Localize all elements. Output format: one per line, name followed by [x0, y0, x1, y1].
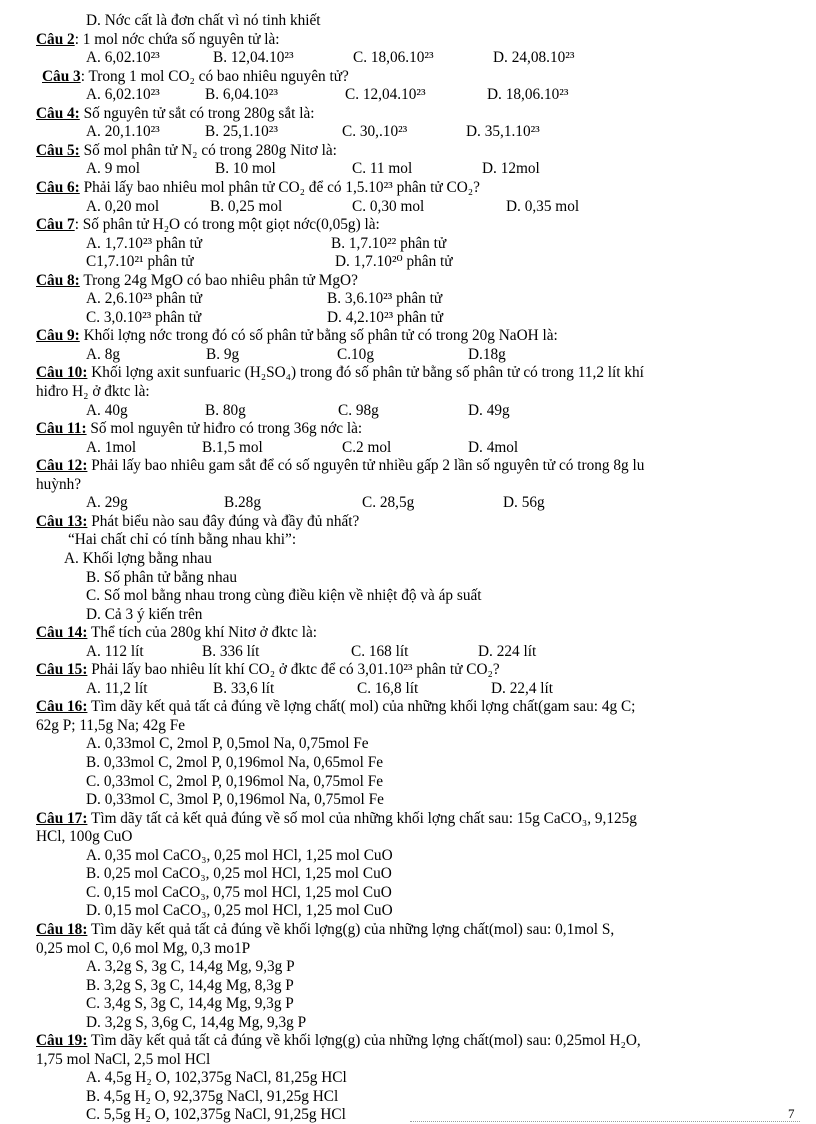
- answer-option: B. 80g: [205, 401, 246, 419]
- answer-option: D. 224 lít: [478, 642, 537, 660]
- answer-option: C. 12,04.10²³: [345, 86, 426, 104]
- answer-option: A. 6,02.10²³: [86, 86, 160, 104]
- question-number: Câu 8:: [36, 271, 80, 289]
- answer-option: A. 8g: [86, 345, 120, 363]
- answer-option: A. 112 lít: [86, 642, 144, 660]
- question-number: Câu 4:: [36, 104, 80, 122]
- question-line: [36, 178, 480, 197]
- answer-option: B. 336 lít: [202, 642, 260, 660]
- line-text: D. 0,15 mol CaCO₃, 0,25 mol HCl, 1,25 mol CuO: [86, 902, 393, 920]
- answer-option: D. 18,06.10²³: [487, 86, 569, 104]
- text-line: [68, 530, 296, 549]
- answer-option: C. 3,0.10²³ phân tử: [86, 308, 202, 326]
- line-text: A. 0,33mol C, 2mol P, 0,5mol Na, 0,75mol Fe: [86, 735, 369, 753]
- answer-options-row: [0, 252, 816, 271]
- text-line: [36, 939, 250, 958]
- question-line: [36, 1031, 641, 1050]
- answer-option: C. 18,06.10²³: [353, 49, 434, 67]
- answer-option: B. 33,6 lít: [213, 679, 275, 697]
- text-line: [36, 827, 132, 846]
- answer-option: D. 22,4 lít: [491, 679, 554, 697]
- question-line: [36, 363, 644, 382]
- question-line: [36, 660, 500, 679]
- text-line: [86, 586, 482, 605]
- answer-option: C. 0,30 mol: [352, 197, 425, 215]
- answer-option: A. 20,1.10²³: [86, 123, 160, 141]
- answer-option: D. 1,7.10²⁰ phân tử: [335, 253, 453, 271]
- question-line: [36, 697, 635, 716]
- answer-option: C. 30,.10²³: [342, 123, 408, 141]
- answer-option: B. 0,25 mol: [210, 197, 283, 215]
- answer-options-row: [0, 308, 816, 327]
- question-text: Tìm dãy kết quả tất cả đúng về khối lợng(g) của những lợng chất(mol) sau: 0,1mol S,: [87, 920, 615, 938]
- text-line: [86, 1105, 346, 1124]
- text-line: [36, 382, 150, 401]
- question-text: Số mol phân tử N₂ có trong 280g Nitơ là:: [79, 141, 337, 159]
- line-text: C. 0,15 mol CaCO₃, 0,75 mol HCl, 1,25 mol CuO: [86, 883, 392, 901]
- footer-dotted-rule: [410, 1121, 800, 1122]
- answer-option: A. 11,2 lít: [86, 679, 148, 697]
- question-line: [36, 809, 637, 828]
- answer-option: B.1,5 mol: [202, 438, 263, 456]
- answer-option: C1,7.10²¹ phân tử: [86, 253, 194, 271]
- question-line: [36, 30, 280, 49]
- answer-option: C. 98g: [338, 401, 379, 419]
- answer-option: D. 4mol: [468, 438, 519, 456]
- question-text: Trong 24g MgO có bao nhiêu phân tử MgO?: [79, 271, 358, 289]
- line-text: A. Khối lợng bằng nhau: [64, 549, 212, 567]
- line-text: B. 3,2g S, 3g C, 14,4g Mg, 8,3g P: [86, 976, 294, 994]
- answer-option: D. 0,35 mol: [506, 197, 580, 215]
- question-line: [36, 512, 359, 531]
- answer-option: A. 2,6.10²³ phân tử: [86, 290, 203, 308]
- text-line: [36, 475, 81, 494]
- page-number: 7: [788, 1106, 795, 1121]
- line-text: C. 3,4g S, 3g C, 14,4g Mg, 9,3g P: [86, 995, 294, 1013]
- line-text: HCl, 100g CuO: [36, 828, 133, 846]
- answer-options-row: [0, 197, 816, 216]
- question-text: Số mol nguyên tử hiđro có trong 36g nớc là:: [86, 420, 363, 438]
- question-text: : 1 mol nớc chứa số nguyên tử là:: [74, 30, 280, 48]
- question-line: [36, 271, 358, 290]
- text-line: [86, 734, 369, 753]
- text-line: [36, 1050, 210, 1069]
- question-number: Câu 12:: [36, 457, 88, 475]
- text-line: [86, 976, 294, 995]
- answer-option: C.10g: [337, 345, 374, 363]
- answer-options-row: [0, 345, 816, 364]
- question-number: Câu 15:: [36, 661, 88, 679]
- text-line: [86, 772, 383, 791]
- question-line: [36, 141, 337, 160]
- text-line: [86, 1013, 306, 1032]
- answer-option: A. 1mol: [86, 438, 137, 456]
- question-number: Câu 16:: [36, 698, 88, 716]
- question-number: Câu 17:: [36, 809, 88, 827]
- answer-options-row: [0, 401, 816, 420]
- line-text: B. Số phân tử bằng nhau: [86, 568, 238, 586]
- question-line: [36, 623, 317, 642]
- question-line: [36, 104, 315, 123]
- text-line: [86, 790, 384, 809]
- question-text: Phải lấy bao nhiêu mol phân tử CO₂ để có 1,5.10²³ phân tử CO₂?: [79, 178, 480, 196]
- question-line: [36, 920, 614, 939]
- answer-option: A. 29g: [86, 494, 128, 512]
- answer-option: A. 0,20 mol: [86, 197, 160, 215]
- line-text: B. 4,5g H₂ O, 92,375g NaCl, 91,25g HCl: [86, 1087, 339, 1105]
- answer-option: B. 10 mol: [215, 160, 276, 178]
- line-text: C. 0,33mol C, 2mol P, 0,196mol Na, 0,75mol Fe: [86, 772, 384, 790]
- answer-option: C. 28,5g: [362, 494, 415, 512]
- answer-options-row: [0, 289, 816, 308]
- question-number: Câu 7: [36, 216, 75, 234]
- question-text: Phải lấy bao nhiêu lít khí CO₂ ở đktc để có 3,01.10²³ phân tử CO₂?: [87, 661, 500, 679]
- question-text: : Trong 1 mol CO₂ có bao nhiêu nguyên tử?: [80, 67, 349, 85]
- text-line: [36, 716, 185, 735]
- answer-option: D. 35,1.10²³: [466, 123, 540, 141]
- question-number: Câu 11:: [36, 420, 87, 438]
- answer-option: A. 40g: [86, 401, 128, 419]
- line-text: 62g P; 11,5g Na; 42g Fe: [36, 716, 186, 734]
- question-line: [36, 215, 380, 234]
- answer-options-row: [0, 642, 816, 661]
- text-line: [86, 901, 393, 920]
- line-text: C. 5,5g H₂ O, 102,375g NaCl, 91,25g HCl: [86, 1106, 346, 1124]
- question-text: : Số phân tử H₂O có trong một giọt nớc(0,05g) là:: [74, 216, 380, 234]
- question-number: Câu 13:: [36, 512, 88, 530]
- answer-option: D. 56g: [503, 494, 545, 512]
- answer-option: C. 168 lít: [351, 642, 409, 660]
- question-number: Câu 6:: [36, 178, 80, 196]
- answer-option: B. 6,04.10²³: [205, 86, 278, 104]
- text-line: [86, 1087, 338, 1106]
- line-text: 1,75 mol NaCl, 2,5 mol HCl: [36, 1050, 211, 1068]
- answer-option: B. 9g: [206, 345, 240, 363]
- line-text: A. 4,5g H₂ O, 102,375g NaCl, 81,25g HCl: [86, 1069, 347, 1087]
- answer-option: D. 24,08.10²³: [493, 49, 575, 67]
- text-line: [86, 568, 237, 587]
- line-text: D. Cả 3 ý kiến trên: [86, 605, 203, 623]
- answer-options-row: [0, 122, 816, 141]
- answer-option: C.2 mol: [342, 438, 392, 456]
- answer-option: B. 25,1.10²³: [205, 123, 278, 141]
- line-text: B. 0,33mol C, 2mol P, 0,196mol Na, 0,65mol Fe: [86, 754, 384, 771]
- text-line: [86, 11, 321, 30]
- text-line: [64, 549, 212, 568]
- answer-option: B. 1,7.10²² phân tử: [331, 234, 447, 252]
- question-text: Thể tích của 280g khí Nitơ ở đktc là:: [87, 624, 318, 642]
- text-line: [86, 605, 202, 624]
- answer-options-row: [0, 48, 816, 67]
- answer-option: A. 6,02.10²³: [86, 49, 160, 67]
- question-number: Câu 19:: [36, 1032, 88, 1050]
- answer-option: A. 1,7.10²³ phân tử: [86, 234, 203, 252]
- question-line: [42, 67, 349, 86]
- question-line: [36, 456, 644, 475]
- line-text: C. Số mol bằng nhau trong cùng điều kiện về nhiệt độ và áp suất: [86, 587, 482, 605]
- text-line: [86, 1068, 347, 1087]
- line-text: A. 3,2g S, 3g C, 14,4g Mg, 9,3g P: [86, 958, 295, 976]
- answer-option: B. 3,6.10²³ phân tử: [327, 290, 443, 308]
- answer-options-row: [0, 438, 816, 457]
- question-number: Câu 14:: [36, 624, 88, 642]
- answer-option: C. 16,8 lít: [357, 679, 419, 697]
- question-text: Khối lợng nớc trong đó có số phân tử bằng số phân tử có trong 20g NaOH là:: [79, 327, 558, 345]
- answer-option: D.18g: [468, 345, 506, 363]
- answer-option: D. 4,2.10²³ phân tử: [327, 308, 444, 326]
- text-line: [86, 846, 393, 865]
- answer-options-row: [0, 85, 816, 104]
- question-number: Câu 18:: [36, 920, 88, 938]
- line-text: huỳnh?: [36, 475, 82, 493]
- answer-option: D. 49g: [468, 401, 510, 419]
- question-text: Phải lấy bao nhiêu gam sắt để có số nguyên tử nhiều gấp 2 lần số nguyên tử có trong 8g lu: [87, 457, 645, 475]
- line-text: D. 3,2g S, 3,6g C, 14,4g Mg, 9,3g P: [86, 1013, 307, 1031]
- line-text: D. Nớc cất là đơn chất vì nó tinh khiết: [86, 12, 321, 29]
- answer-options-row: [0, 234, 816, 253]
- question-text: Tìm dãy kết quả tất cả đúng về lợng chất( mol) của những khối lợng chất(gam sau: 4g C;: [87, 698, 636, 716]
- line-text: 0,25 mol C, 0,6 mol Mg, 0,3 mo1P: [36, 939, 251, 957]
- text-line: [86, 864, 392, 883]
- answer-option: B. 12,04.10²³: [213, 49, 294, 67]
- question-line: [36, 419, 362, 438]
- text-line: [86, 753, 383, 772]
- line-text: A. 0,35 mol CaCO₃, 0,25 mol HCl, 1,25 mol CuO: [86, 846, 393, 864]
- question-text: Số nguyên tử sắt có trong 280g sắt là:: [79, 104, 315, 122]
- question-text: Tìm dãy tất cả kết quả đúng về số mol của những khối lợng chất sau: 15g CaCO₃, 9,125g: [87, 809, 637, 827]
- line-text: B. 0,25 mol CaCO₃, 0,25 mol HCl, 1,25 mol CuO: [86, 865, 392, 883]
- answer-option: B.28g: [224, 494, 261, 512]
- question-text: Khối lợng axit sunfuaric (H₂SO₄) trong đó số phân tử bằng số phân tử có trong 11,2 lít khí: [87, 364, 644, 382]
- line-text: “Hai chất chỉ có tính bằng nhau khi”:: [68, 531, 297, 549]
- answer-option: D. 12mol: [482, 160, 540, 178]
- answer-options-row: [0, 679, 816, 698]
- line-text: hiđro H₂ ở đktc là:: [36, 383, 150, 400]
- question-text: Tìm dãy kết quả tất cả đúng về khối lợng(g) của những lợng chất(mol) sau: 0,25mol H₂O,: [87, 1032, 641, 1050]
- question-line: [36, 326, 558, 345]
- question-number: Câu 9:: [36, 327, 80, 345]
- question-number: Câu 3: [42, 67, 81, 85]
- text-line: [86, 883, 392, 902]
- question-number: Câu 5:: [36, 141, 80, 159]
- answer-options-row: [0, 159, 816, 178]
- question-number: Câu 10:: [36, 364, 88, 382]
- question-text: Phát biểu nào sau đây đúng và đầy đủ nhất?: [87, 512, 360, 530]
- line-text: D. 0,33mol C, 3mol P, 0,196mol Na, 0,75mol Fe: [86, 791, 384, 809]
- text-line: [86, 994, 294, 1013]
- answer-option: A. 9 mol: [86, 160, 140, 178]
- answer-options-row: [0, 493, 816, 512]
- question-number: Câu 2: [36, 30, 75, 48]
- text-line: [86, 957, 295, 976]
- answer-option: C. 11 mol: [352, 160, 413, 178]
